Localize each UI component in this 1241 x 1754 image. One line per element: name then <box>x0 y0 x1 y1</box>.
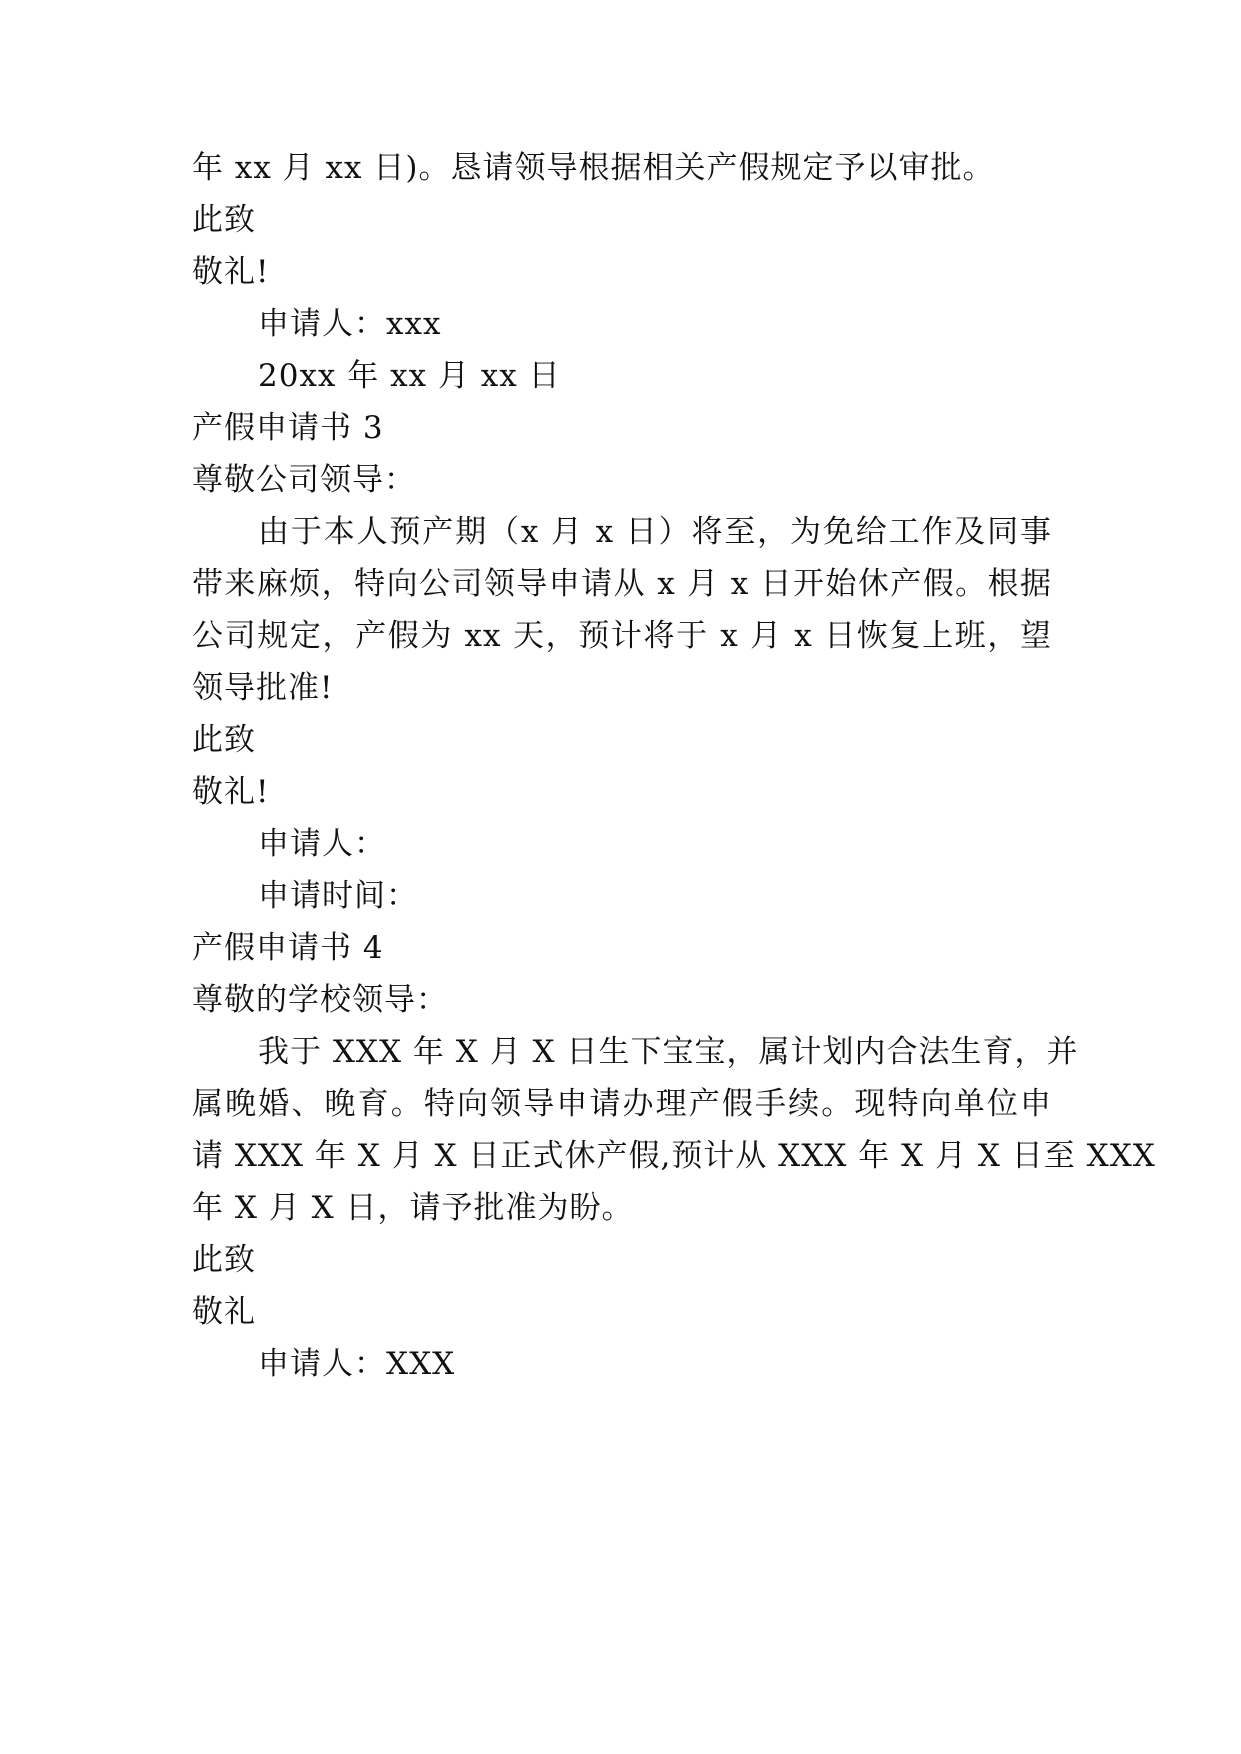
applicant-line: 申请人：XXX <box>258 1346 456 1382</box>
closing-salutation: 此致 <box>192 722 256 758</box>
applicant-line: 申请人： <box>258 826 386 862</box>
closing-regards: 敬礼 <box>192 1294 256 1330</box>
closing-regards: 敬礼! <box>192 254 270 290</box>
paragraph-line: 年 X 月 X 日，请予批准为盼。 <box>192 1190 634 1226</box>
section-title: 产假申请书 4 <box>192 930 384 966</box>
closing-regards: 敬礼! <box>192 774 270 810</box>
text-line: 年 xx 月 xx 日)。恳请领导根据相关产假规定予以审批。 <box>192 150 995 186</box>
paragraph-line: 带来麻烦，特向公司领导申请从 x 月 x 日开始休产假。根据 <box>192 566 1052 602</box>
greeting: 尊敬的学校领导： <box>192 982 448 1018</box>
paragraph-line: 由于本人预产期（x 月 x 日）将至，为免给工作及同事 <box>258 514 1052 550</box>
paragraph-line: 我于 XXX 年 X 月 X 日生下宝宝，属计划内合法生育，并 <box>258 1034 1079 1070</box>
closing-salutation: 此致 <box>192 1242 256 1278</box>
greeting: 尊敬公司领导： <box>192 462 416 498</box>
date-line: 20xx 年 xx 月 xx 日 <box>258 358 561 394</box>
section-title: 产假申请书 3 <box>192 410 384 446</box>
paragraph-line: 请 XXX 年 X 月 X 日正式休产假,预计从 XXX 年 X 月 X 日至 XXX <box>192 1138 1156 1174</box>
applicant-line: 申请人：xxx <box>258 306 442 342</box>
closing-salutation: 此致 <box>192 202 256 238</box>
paragraph-line: 属晚婚、晚育。特向领导申请办理产假手续。现特向单位申 <box>192 1086 1052 1122</box>
application-time-line: 申请时间： <box>258 878 418 914</box>
paragraph-line: 公司规定，产假为 xx 天，预计将于 x 月 x 日恢复上班，望 <box>192 618 1052 654</box>
paragraph-line: 领导批准! <box>192 670 334 706</box>
